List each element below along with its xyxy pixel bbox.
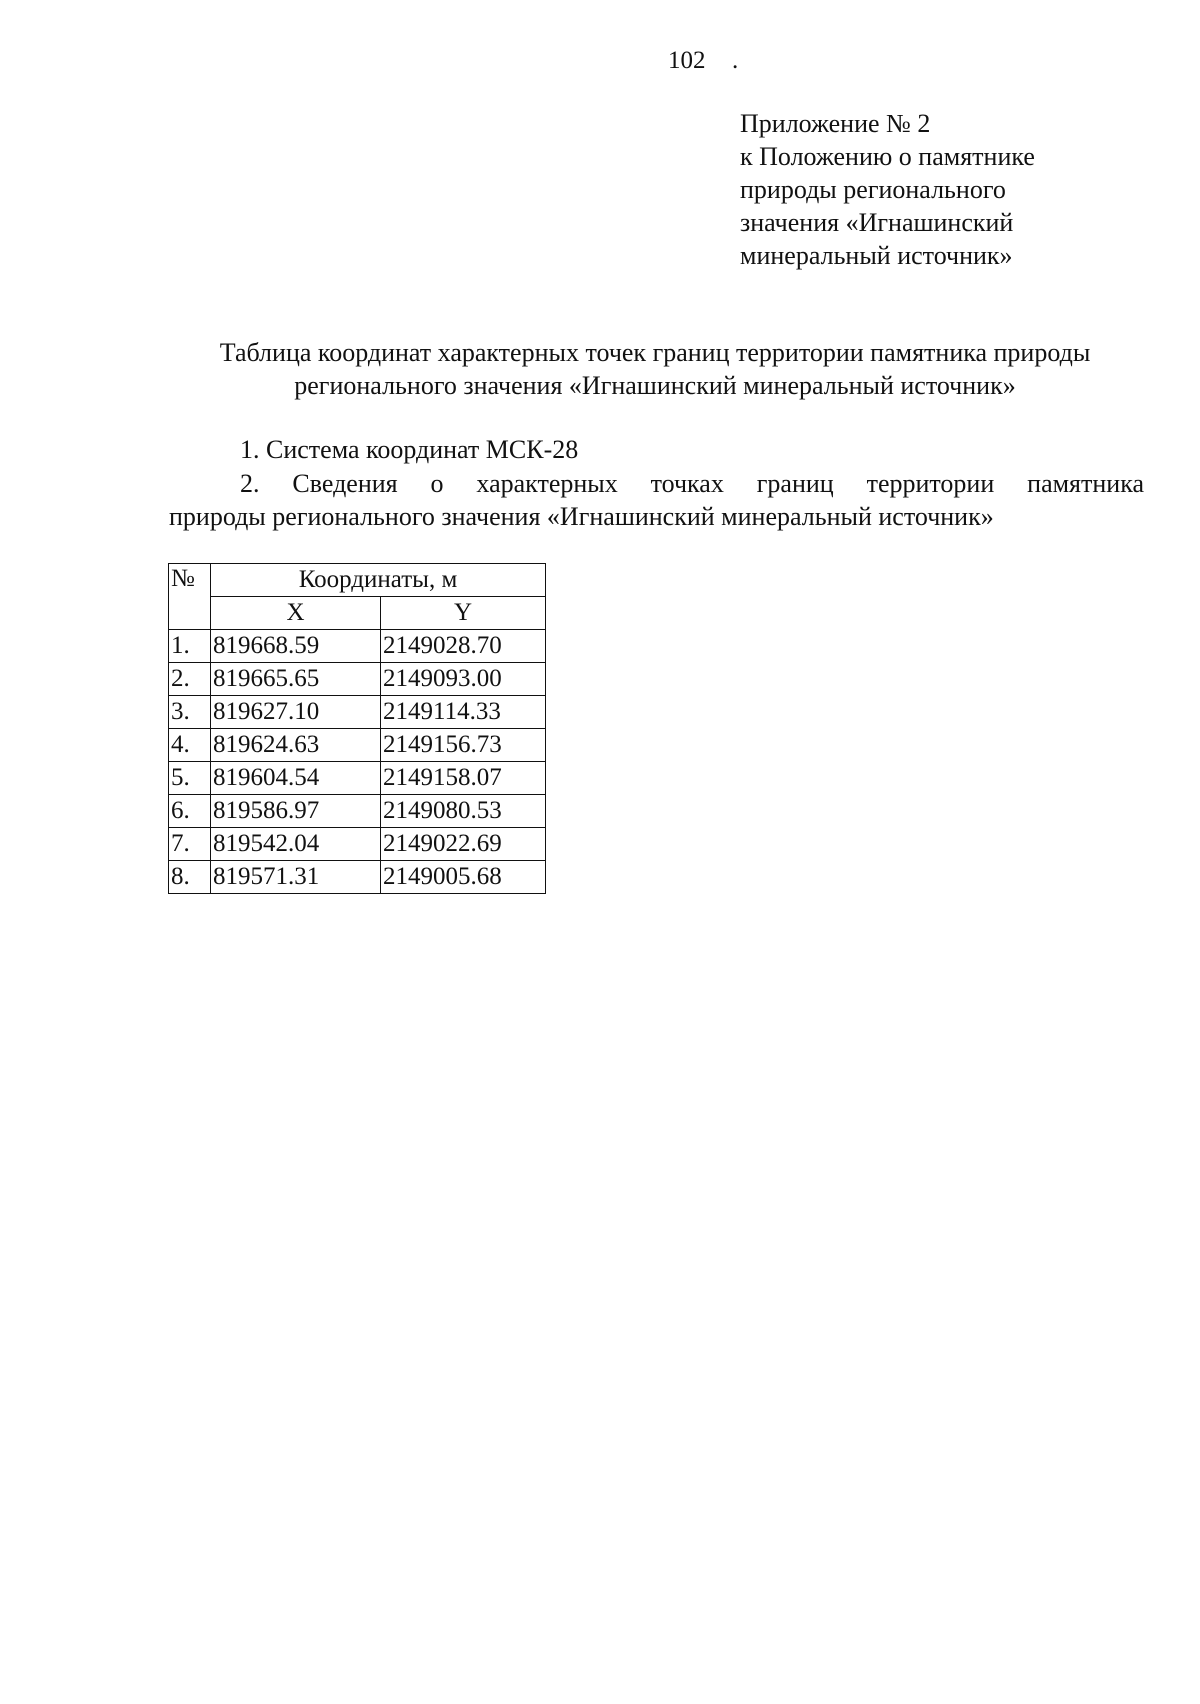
header-y: Y bbox=[381, 597, 546, 630]
table-header-row bbox=[169, 564, 546, 597]
header-coordinates: Координаты, м bbox=[211, 564, 546, 597]
cell-number: 5. bbox=[169, 762, 211, 795]
cell-x: 819604.54 bbox=[211, 762, 381, 795]
table-row bbox=[169, 861, 546, 894]
cell-x: 819542.04 bbox=[211, 828, 381, 861]
cell-y: 2149080.53 bbox=[381, 795, 546, 828]
table-row bbox=[169, 828, 546, 861]
header-number: № bbox=[169, 564, 211, 630]
cell-y: 2149028.70 bbox=[381, 630, 546, 663]
coordinates-table bbox=[168, 563, 546, 894]
cell-x: 819571.31 bbox=[211, 861, 381, 894]
cell-number: 2. bbox=[169, 663, 211, 696]
appendix-line: значения «Игнашинский bbox=[740, 208, 1014, 237]
table-row bbox=[169, 630, 546, 663]
appendix-line: природы регионального bbox=[740, 175, 1006, 204]
paragraph-line: 2. Сведения о характерных точках границ территории памятника bbox=[240, 469, 1144, 498]
table-subheader-row bbox=[169, 597, 546, 630]
header-x: X bbox=[211, 597, 381, 630]
table-row bbox=[169, 729, 546, 762]
cell-x: 819624.63 bbox=[211, 729, 381, 762]
cell-y: 2149022.69 bbox=[381, 828, 546, 861]
appendix-line: Приложение № 2 bbox=[740, 109, 931, 138]
cell-number: 6. bbox=[169, 795, 211, 828]
cell-x: 819665.65 bbox=[211, 663, 381, 696]
cell-number: 1. bbox=[169, 630, 211, 663]
title-line: регионального значения «Игнашинский минеральный источник» bbox=[294, 371, 1016, 400]
page-number: 102 bbox=[668, 47, 706, 74]
cell-y: 2149005.68 bbox=[381, 861, 546, 894]
cell-x: 819627.10 bbox=[211, 696, 381, 729]
cell-number: 7. bbox=[169, 828, 211, 861]
appendix-header bbox=[740, 107, 1180, 272]
document-title bbox=[120, 336, 1190, 402]
cell-x: 819668.59 bbox=[211, 630, 381, 663]
cell-number: 8. bbox=[169, 861, 211, 894]
cell-number: 4. bbox=[169, 729, 211, 762]
cell-x: 819586.97 bbox=[211, 795, 381, 828]
table-row bbox=[169, 663, 546, 696]
appendix-line: к Положению о памятнике bbox=[740, 142, 1035, 171]
paragraph-coordinate-system: 1. Система координат МСК-28 bbox=[240, 435, 579, 464]
cell-y: 2149093.00 bbox=[381, 663, 546, 696]
cell-y: 2149114.33 bbox=[381, 696, 546, 729]
page-mark: . bbox=[732, 47, 739, 74]
cell-number: 3. bbox=[169, 696, 211, 729]
paragraph-line: природы регионального значения «Игнашинский минеральный источник» bbox=[169, 502, 994, 531]
title-line: Таблица координат характерных точек границ территории памятника природы bbox=[219, 338, 1091, 367]
cell-y: 2149156.73 bbox=[381, 729, 546, 762]
table-row bbox=[169, 795, 546, 828]
paragraph-boundary-points bbox=[169, 467, 1144, 533]
appendix-line: минеральный источник» bbox=[740, 241, 1013, 270]
table-row bbox=[169, 762, 546, 795]
cell-y: 2149158.07 bbox=[381, 762, 546, 795]
table-row bbox=[169, 696, 546, 729]
